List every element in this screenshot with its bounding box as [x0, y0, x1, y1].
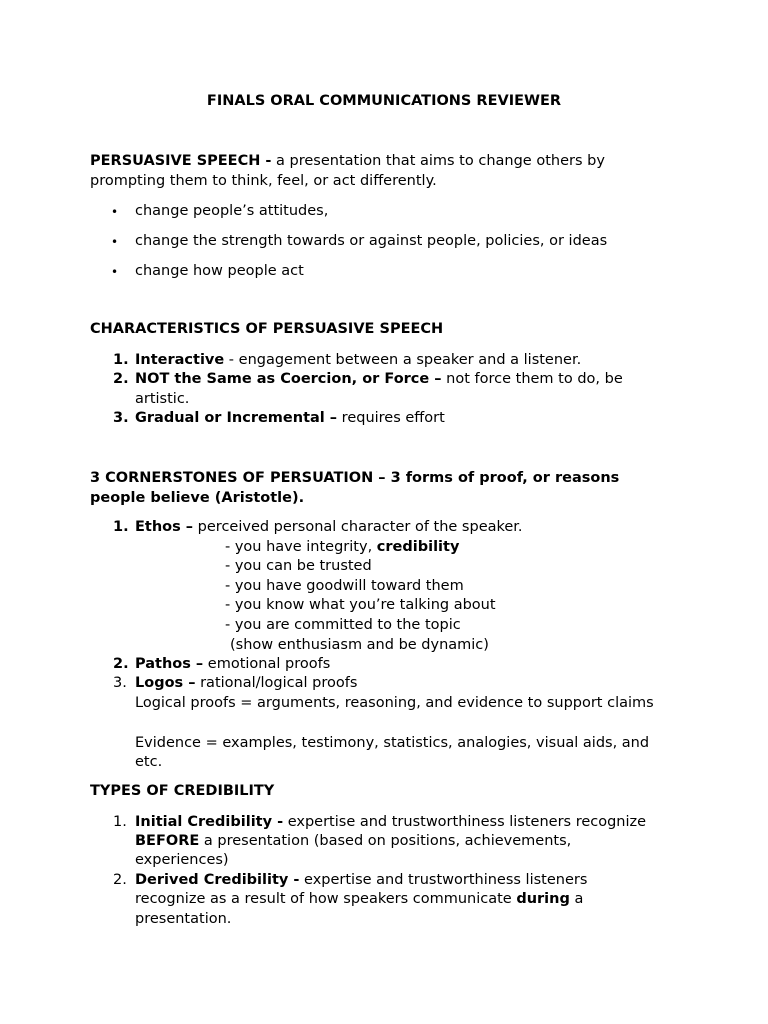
term-desc-cont: experiences): [135, 852, 229, 868]
term-desc: a presentation (based on positions, achievements,: [199, 833, 572, 849]
term: NOT the Same as Coercion, or Force –: [135, 371, 442, 387]
characteristics-heading: CHARACTERISTICS OF PERSUASIVE SPEECH: [90, 321, 444, 337]
term-desc-cont: artistic.: [135, 391, 190, 407]
term-desc-cont: presentation.: [135, 911, 232, 927]
term-desc: expertise and trustworthiness listeners: [299, 872, 588, 888]
list-item: [135, 351, 581, 370]
credibility-heading: TYPES OF CREDIBILITY: [90, 783, 275, 799]
persuasive-heading: PERSUASIVE SPEECH -: [90, 153, 272, 169]
term-desc: perceived personal character of the speaker.: [193, 519, 523, 535]
bullet-dot: •: [111, 235, 119, 249]
page-title: FINALS ORAL COMMUNICATIONS REVIEWER: [206, 93, 562, 109]
list-number: 3.: [113, 675, 127, 691]
cornerstones-heading-line1: 3 CORNERSTONES OF PERSUATION – 3 forms of proof, or reasons: [90, 470, 620, 486]
ethos-sub-item: [225, 538, 459, 557]
term-desc: rational/logical proofs: [195, 675, 358, 691]
list-item: [135, 674, 357, 693]
term-desc: - engagement between a speaker and a listener.: [224, 352, 582, 368]
list-item: [135, 813, 646, 832]
list-item: [135, 409, 445, 428]
list-number: 1.: [113, 519, 129, 535]
term: Interactive: [135, 352, 225, 368]
ethos-paren-note: (show enthusiasm and be dynamic): [230, 637, 489, 653]
term-desc-cont: [135, 832, 571, 851]
term: Initial Credibility -: [135, 814, 284, 830]
list-number: 1.: [113, 814, 127, 830]
logical-proofs-text: Logical proofs = arguments, reasoning, and evidence to support claims: [135, 695, 654, 711]
list-number: 2.: [113, 656, 129, 672]
list-number: 1.: [113, 352, 129, 368]
list-number: 2.: [113, 872, 127, 888]
term-desc: emotional proofs: [203, 656, 331, 672]
term: Pathos –: [135, 656, 204, 672]
ethos-sub-item: - you know what you’re talking about: [225, 597, 496, 613]
term-desc: requires effort: [337, 410, 445, 426]
ethos-sub-bold: credibility: [376, 539, 460, 555]
term: Logos –: [135, 675, 196, 691]
term-desc: a: [569, 891, 584, 907]
list-item: change the strength towards or against people, policies, or ideas: [135, 233, 608, 249]
evidence-text-line1: Evidence = examples, testimony, statistics, analogies, visual aids, and: [135, 735, 650, 751]
list-number: 2.: [113, 371, 129, 387]
list-item: [135, 370, 623, 389]
term: Gradual or Incremental –: [135, 410, 338, 426]
bullet-dot: •: [111, 205, 119, 219]
term-desc: not force them to do, be: [441, 371, 623, 387]
emphasis: BEFORE: [135, 833, 200, 849]
persuasive-def-text: a presentation that aims to change others by: [271, 153, 605, 169]
term: Ethos –: [135, 519, 194, 535]
emphasis: during: [516, 891, 570, 907]
list-number: 3.: [113, 410, 129, 426]
term-desc: recognize as a result of how speakers communicate: [135, 891, 517, 907]
list-item: [135, 518, 523, 537]
list-item: change people’s attitudes,: [135, 203, 329, 219]
cornerstones-heading-line2: people believe (Aristotle).: [90, 490, 305, 506]
evidence-text-line2: etc.: [135, 754, 163, 770]
list-item: change how people act: [135, 263, 304, 279]
ethos-sub-item: - you can be trusted: [225, 558, 372, 574]
ethos-sub-text: - you have integrity,: [225, 539, 377, 555]
term: Derived Credibility -: [135, 872, 300, 888]
ethos-sub-item: - you are committed to the topic: [225, 617, 461, 633]
persuasive-def-line2: prompting them to think, feel, or act differently.: [90, 173, 437, 189]
list-item: [135, 871, 587, 890]
ethos-sub-item: - you have goodwill toward them: [225, 578, 464, 594]
list-item: [135, 655, 330, 674]
bullet-dot: •: [111, 265, 119, 279]
persuasive-def-line1: [90, 152, 605, 171]
term-desc-cont: [135, 890, 583, 909]
term-desc: expertise and trustworthiness listeners recognize: [283, 814, 647, 830]
